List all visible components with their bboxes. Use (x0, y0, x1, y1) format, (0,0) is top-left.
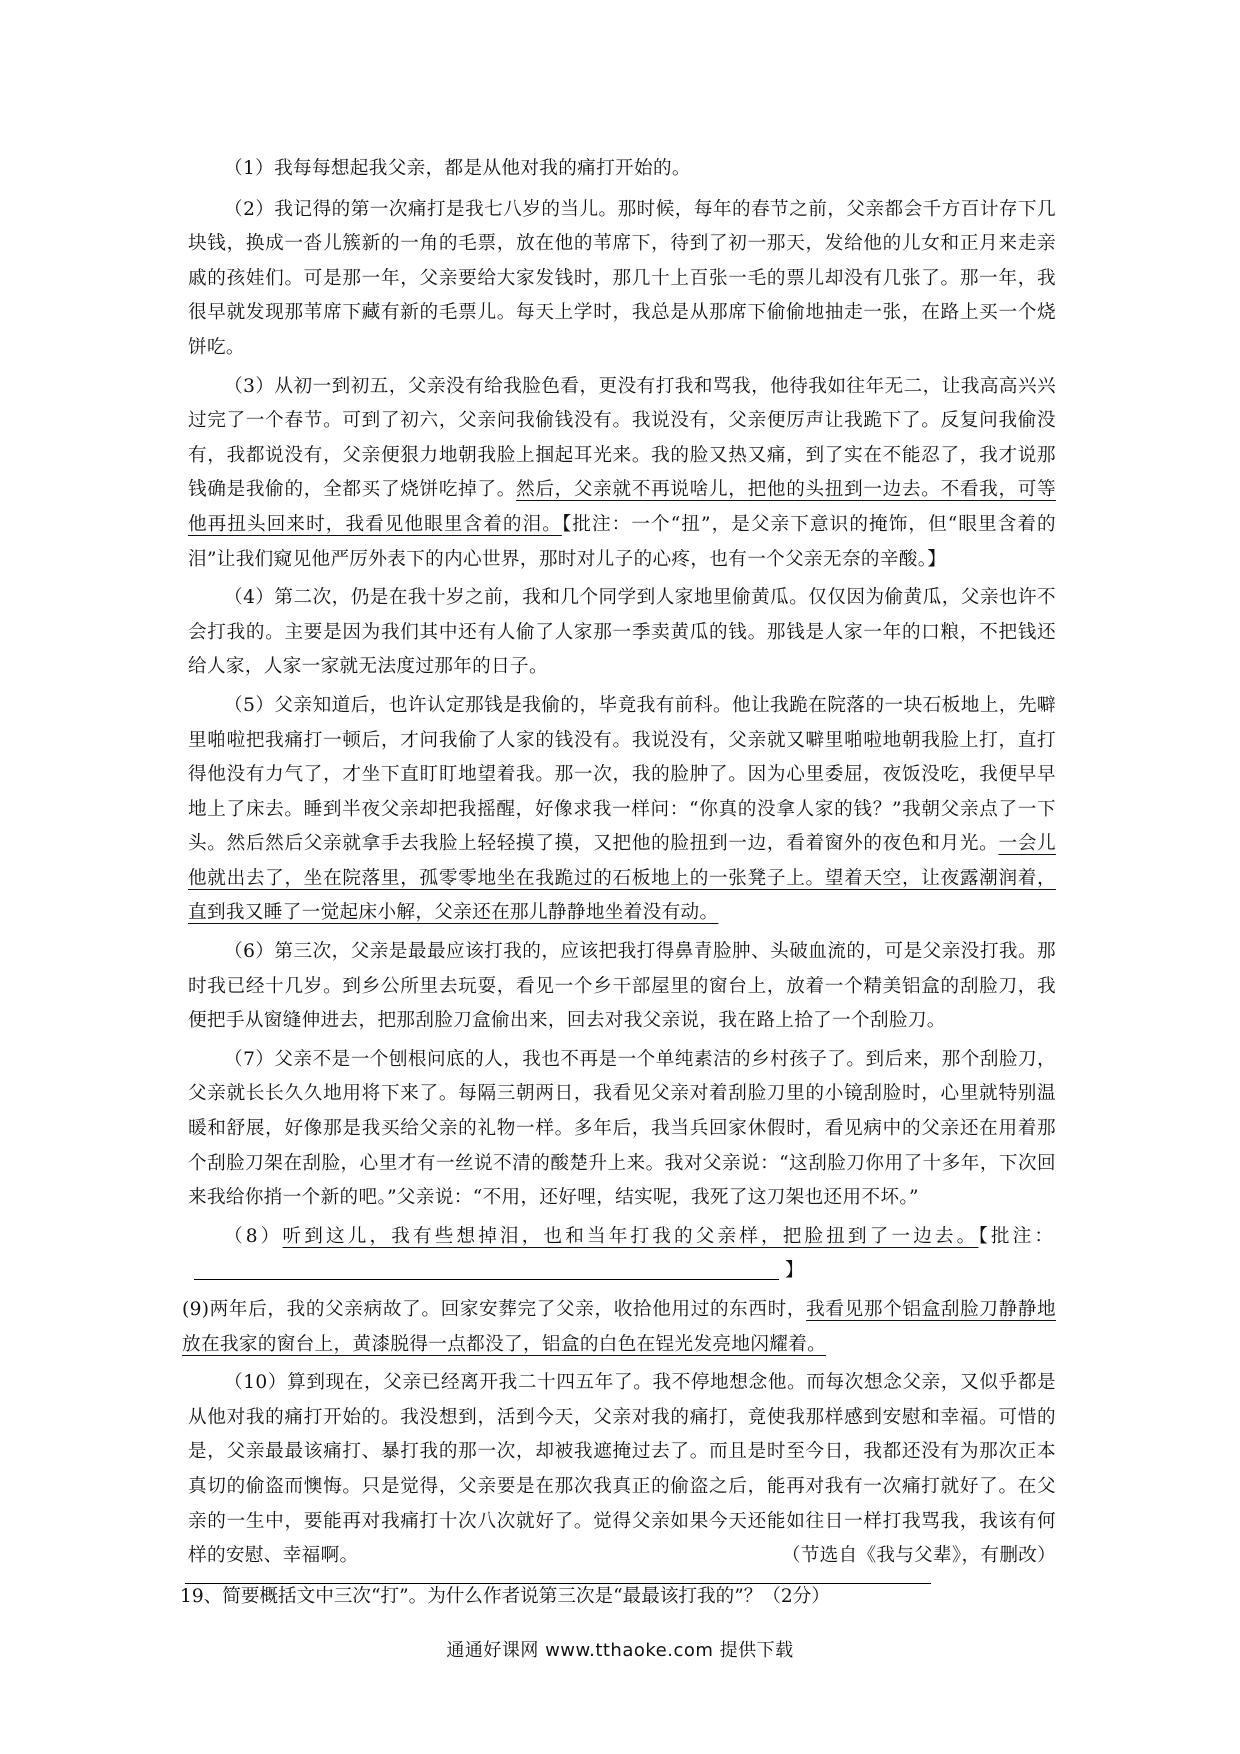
paragraph-9-text: (9)两年后，我的父亲病故了。回家安葬完了父亲，收拾他用过的东西时， (182, 1299, 807, 1320)
paragraph-1: （1）我每每想起我父亲，都是从他对我的痛打开始的。 (224, 158, 691, 179)
paragraph-10 (188, 1366, 1056, 1574)
annotation-close: 】 (785, 1260, 807, 1282)
paragraph-7: （7）父亲不是一个刨根问底的人，我也不再是一个单纯素洁的乡村孩子了。到后来，那个刮脸刀，父亲就长长久久地用将下来了。每隔三朝两日，我看见父亲对着刮脸刀里的小镜刮脸时，心里就特别温暖和舒展，好像那是我买给父亲的礼物一样。多年后，我当兵回家休假时，看见病中的父亲还在用着那个刮脸刀架在刮脸，心里才有一丝说不清的酸楚升上来。我对父亲说：“这刮脸刀你用了十多年，下次回来我给你捎一个新的吧。”父亲说：“不用，还好哩，结实呢，我死了这刀架也还用不坏。” (188, 1048, 1056, 1209)
paragraph-3-text: （3）从初一到初五，父亲没有给我脸色看，更没有打我和骂我，他待我如往年无二，让我高高兴兴过完了一个春节。可到了初六，父亲问我偷钱没有。我说没有，父亲便厉声让我跪下了。反复问我偷没有，我都说没有，父亲便狠力地朝我脸上掴起耳光来。我的脸又热又痛，到了实在不能忍了，我才说那钱确是我偷的，全都买了烧饼吃掉了。 (188, 375, 1056, 501)
paragraph-9-underlined: 我看见那个铝盒刮脸刀静静地放在我家的窗台上，黄漆脱得一点都没了，铝盒的白色在锃光发亮地闪耀着。 (182, 1299, 1056, 1355)
paragraph-3-annotation: 【批注：一个“扭”，是父亲下意识的掩饰，但“眼里含着的泪”让我们窥见他严厉外表下的内心世界，那时对儿子的心疼，也有一个父亲无奈的辛酸。】 (188, 513, 1057, 570)
annotation-label: 【批注： (978, 1225, 1056, 1247)
paragraph-3-underlined: 然后，父亲就不再说啥儿，把他的头扭到一边去。不看我，可等他再扭头回来时，我看见他眼里含着的泪。 (188, 479, 1056, 535)
paragraph-8-number: （8） (224, 1225, 283, 1247)
paragraph-3 (188, 370, 1056, 578)
question-19-answer-line[interactable] (185, 1583, 931, 1584)
page-footer: 通通好课网 www.tthaoke.com 提供下载 (446, 1640, 794, 1661)
paragraph-5 (188, 689, 1056, 931)
paragraph-9 (182, 1293, 1056, 1362)
paragraph-10-text: （10）算到现在，父亲已经离开我二十四五年了。我不停地想念他。而每次想念父亲，又似乎都是从他对我的痛打开始的。我没想到，活到今天，父亲对我的痛打，竟使我那样感到安慰和幸福。可惜的是，父亲最最该痛打、暴打我的那一次，却被我遮掩过去了。而且是时至今日，我都还没有为那次正本真切的偷盗而懊悔。只是觉得，父亲要是在那次我真正的偷盗之后，能再对我有一次痛打就好了。在父亲的一生中，要能再对我痛打十次八次就好了。觉得父亲如果今天还能如往日一样打我骂我，我该有何样的安慰、幸福啊。 (188, 1372, 1056, 1567)
question-19: 19、简要概括文中三次“打”。为什么作者说第三次是“最最该打我的”？（2分） (180, 1585, 830, 1607)
annotation-answer-blank[interactable] (194, 1259, 779, 1280)
paragraph-2: （2）我记得的第一次痛打是我七八岁的当儿。那时候，每年的春节之前，父亲都会千方百计存下几块钱，换成一沓儿簇新的一角的毛票，放在他的苇席下，待到了初一那天，发给他的儿女和正月来走亲戚的孩娃们。可是那一年，父亲要给大家发钱时，那几十上百张一毛的票儿却没有几张了。那一年，我很早就发现那苇席下藏有新的毛票儿。每天上学时，我总是从那席下偷偷地抽走一张，在路上买一个烧饼吃。 (188, 198, 1056, 358)
paragraph-8 (188, 1220, 1056, 1289)
paragraph-8-underlined: 听到这儿，我有些想掉泪，也和当年打我的父亲样，把脸扭到了一边去。 (282, 1225, 979, 1247)
paragraph-5-text: （5）父亲知道后，也许认定那钱是我偷的，毕竟我有前科。他让我跪在院落的一块石板地上，先噼里啪啦把我痛打一顿后，才问我偷了人家的钱没有。我说没有，父亲就又噼里啪啦地朝我脸上打，直打得他没有力气了，才坐下直盯盯地望着我。那一次，我的脸肿了。因为心里委屈，夜饭没吃，我便早早地上了床去。睡到半夜父亲却把我摇醒，好像求我一样问：“你真的没拿人家的钱？”我朝父亲点了一下头。然后然后父亲就拿手去我脸上轻轻摸了摸，又把他的脸扭到一边，看着窗外的夜色和月光。 (188, 694, 1056, 855)
source-note: （节选自《我与父辈》，有删改） (781, 1545, 1056, 1567)
paragraph-6: （6）第三次，父亲是最最应该打我的，应该把我打得鼻青脸肿、头破血流的，可是父亲没打我。那时我已经十几岁。到乡公所里去玩耍，看见一个乡干部屋里的窗台上，放着一个精美铝盒的刮脸刀，我便把手从窗缝伸进去，把那刮脸刀盒偷出来，回去对我父亲说，我在路上拾了一个刮脸刀。 (188, 941, 1056, 1032)
reading-passage (180, 152, 1057, 1614)
paragraph-4: （4）第二次，仍是在我十岁之前，我和几个同学到人家地里偷黄瓜。仅仅因为偷黄瓜，父亲也许不会打我的。主要是因为我们其中还有人偷了人家那一季卖黄瓜的钱。那钱是人家一年的口粮，不把钱还给人家，人家一家就无法度过那年的日子。 (188, 587, 1056, 678)
paragraph-5-underlined: 一会儿他就出去了，坐在院落里，孤零零地坐在我跪过的石板地上的一张凳子上。望着天空，让夜露潮润着，直到我又睡了一觉起床小解，父亲还在那儿静静地坐着没有动。 (188, 833, 1056, 924)
